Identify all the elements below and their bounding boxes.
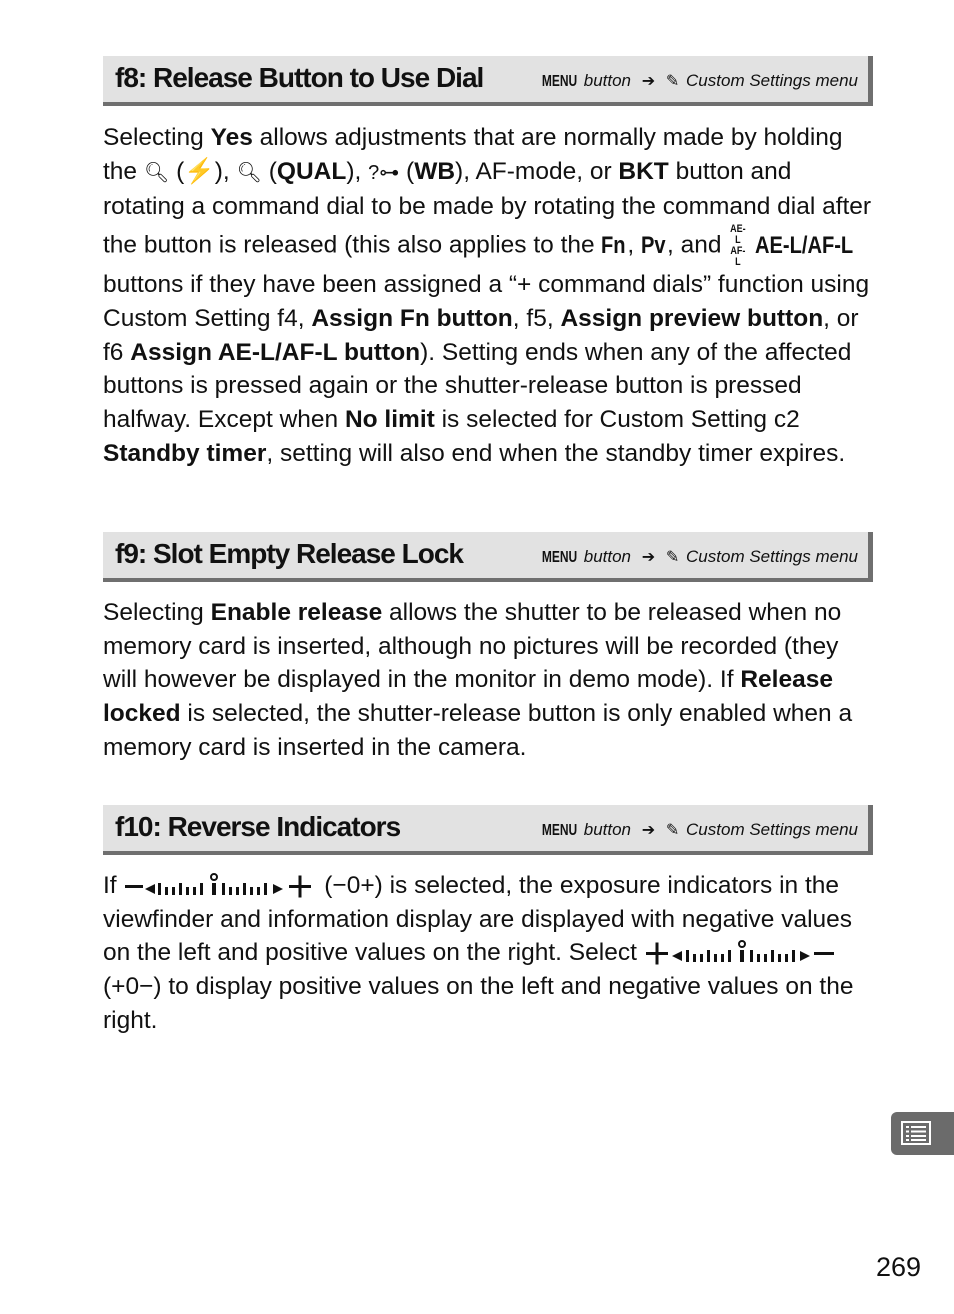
arrow-icon: ➔	[641, 822, 656, 839]
page-number: 269	[876, 1252, 922, 1282]
ael-afl-icon: AE-L AF-L	[730, 223, 746, 269]
menu-breadcrumb: MENU button ➔ ✎ Custom Settings menu	[541, 547, 858, 566]
menu-button-icon: MENU	[541, 549, 578, 566]
section-title: f9: Slot Empty Release Lock	[115, 538, 464, 569]
section-body: Selecting Yes allows adjustments that are normally made by holding the 🔍︎ (⚡), 🔍︎ (QUAL), ?⊶ (WB), AF-mode, or BKT button and rotating a command dial to be made by rotating the command dial after the button is released (this also applies to the Fn, Pv, and AE-L AF-L AE-L/AF-L buttons if they have been assigned a “+ command dials” function using Custom Setting f4, Assign Fn button, f5, Assign preview button, or f6 Assign AE-L/AF-L button). Setting ends when any of the affected buttons is pressed again or the shutter-release button is pressed halfway. Except when No limit is selected for Custom Setting c2 Standby timer, setting will also end when the standby timer expires.	[103, 124, 872, 467]
wb-button-label: WB	[414, 157, 456, 185]
pencil-icon: ✎	[665, 822, 680, 839]
list-icon	[891, 1112, 954, 1155]
section-header	[103, 532, 873, 582]
section-f10	[103, 805, 878, 1038]
arrow-icon: ➔	[641, 549, 656, 566]
zoom-in-icon: 🔍︎	[236, 161, 262, 184]
arrow-icon: ➔	[641, 73, 656, 90]
pv-button-label: Pv	[641, 231, 666, 259]
section-body: Selecting Enable release allows the shutter to be released when no memory card is inserted, although no pictures will be recorded (they will however be displayed in the monitor in demo mode). If Release locked is selected, the shutter-release button is only enabled when a memory card is inserted in the camera.	[103, 599, 853, 761]
menu-button-icon: MENU	[541, 822, 578, 839]
section-title: f10: Reverse Indicators	[115, 811, 401, 842]
plus-zero-minus-label: (+0−)	[103, 973, 162, 1001]
ael-afl-button-label: AE-L/AF-L	[755, 231, 854, 259]
fn-button-label: Fn	[601, 231, 627, 259]
zoom-out-icon: 🔍︎	[143, 161, 170, 184]
menu-list-icon	[891, 1112, 954, 1155]
exposure-indicator-minus-plus-icon	[125, 873, 315, 901]
section-title: f8: Release Button to Use Dial	[115, 62, 484, 93]
qual-button-label: QUAL	[276, 157, 347, 185]
minus-zero-plus-label: (−0+)	[324, 872, 383, 899]
menu-button-icon: MENU	[541, 73, 578, 90]
flash-label: (⚡)	[176, 157, 223, 185]
bkt-button-label: BKT	[618, 157, 669, 185]
section-f8	[103, 56, 878, 470]
menu-breadcrumb: MENU button ➔ ✎ Custom Settings menu	[541, 820, 858, 839]
section-f9	[103, 532, 878, 765]
exposure-indicator-plus-minus-icon	[646, 940, 836, 968]
menu-breadcrumb: MENU button ➔ ✎ Custom Settings menu	[541, 71, 858, 90]
section-body: If (−0+) is selected, the exposure indicators in the viewfinder and information display are displayed with negative values on the left and positive values on the right. Select (+0−) to display positive values on the left and negative values on the right.	[103, 872, 854, 1034]
pencil-icon: ✎	[665, 73, 680, 90]
pencil-icon: ✎	[665, 549, 680, 566]
help-protect-icon: ?⊶	[368, 161, 400, 184]
section-header	[103, 56, 873, 106]
section-header	[103, 805, 873, 855]
